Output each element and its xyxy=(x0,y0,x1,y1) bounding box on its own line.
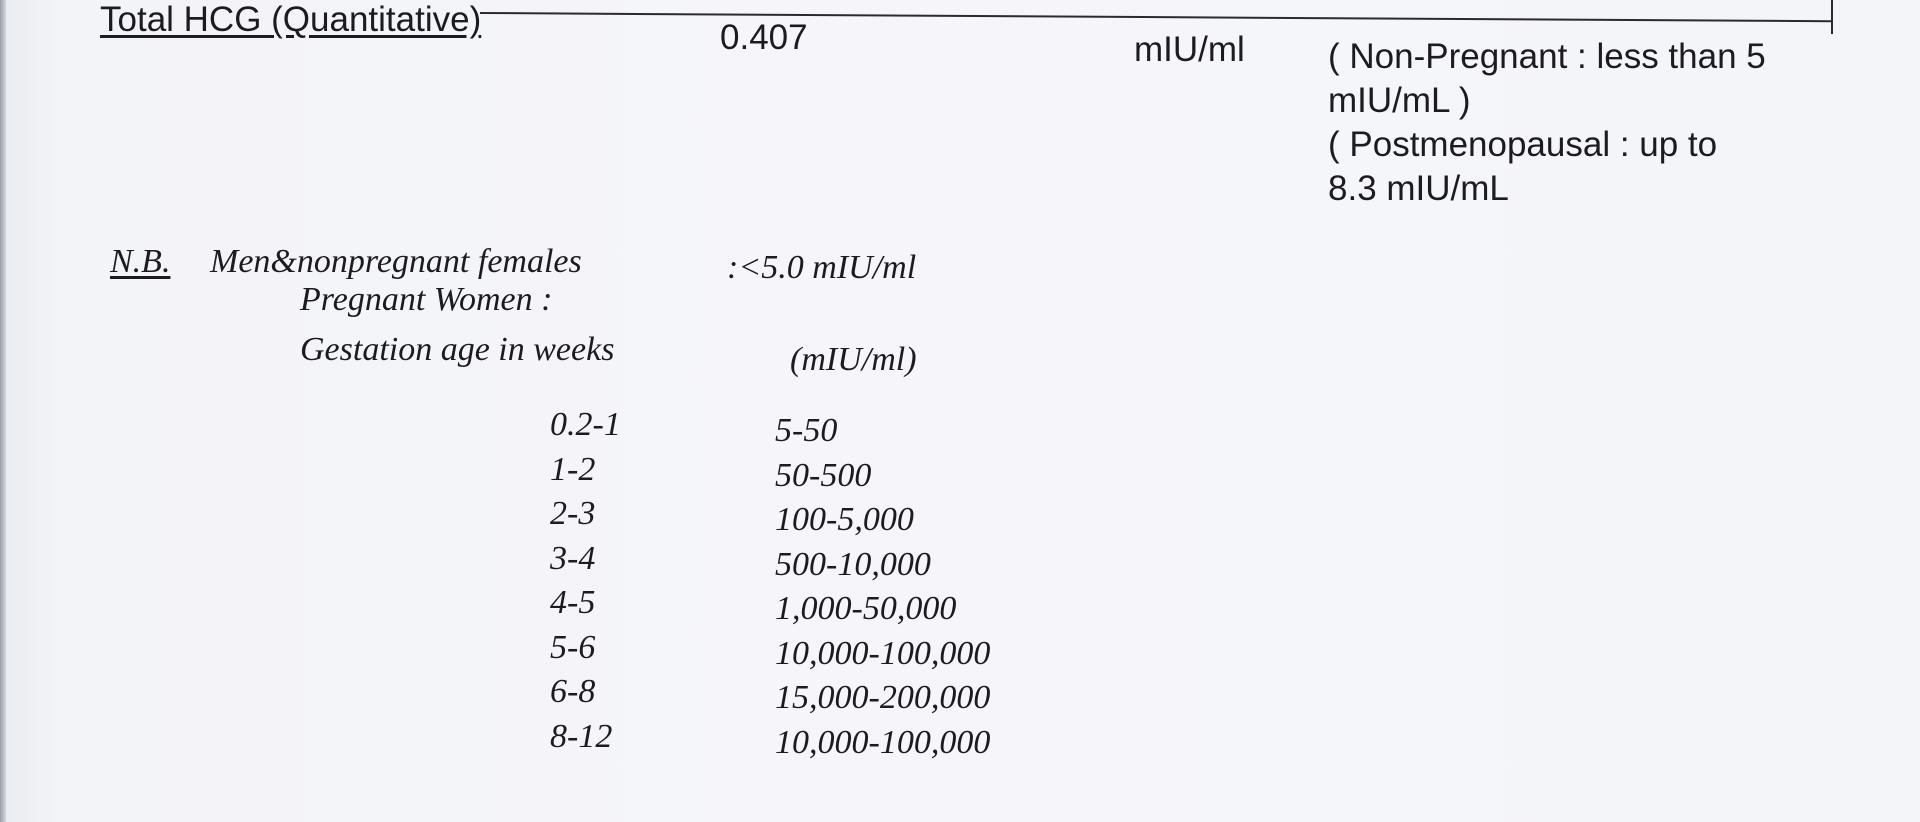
hcg-range: 5-50 xyxy=(775,412,838,449)
hcg-range: 50-500 xyxy=(775,456,872,494)
pregnant-women-label: Pregnant Women : xyxy=(300,281,553,318)
reference-line: 8.3 mIU/mL xyxy=(1328,169,1509,208)
hcg-range: 15,000-200,000 xyxy=(775,679,991,716)
gestation-weeks: 0.2-1 xyxy=(550,406,621,443)
test-value: 0.407 xyxy=(720,18,808,57)
nb-label: N.B. xyxy=(110,243,171,280)
reference-line: ( Non-Pregnant : less than 5 xyxy=(1328,37,1766,76)
men-nonpregnant-label: Men&nonpregnant females xyxy=(210,243,582,280)
gestation-weeks: 1-2 xyxy=(550,450,596,488)
gestation-weeks: 2-3 xyxy=(550,495,596,532)
reference-line: ( Postmenopausal : up to xyxy=(1328,125,1718,164)
men-nonpregnant-value: :<5.0 mIU/ml xyxy=(727,249,917,286)
gestation-weeks: 8-12 xyxy=(550,717,613,755)
reference-range xyxy=(1328,35,1828,211)
test-name: Total HCG (Quantitative) xyxy=(100,0,482,39)
gestation-weeks: 6-8 xyxy=(550,673,596,710)
hcg-range: 10,000-100,000 xyxy=(775,634,991,672)
hcg-range: 100-5,000 xyxy=(775,501,914,538)
gestation-weeks: 3-4 xyxy=(550,539,596,577)
hcg-range: 1,000-50,000 xyxy=(775,590,957,627)
gestation-weeks: 4-5 xyxy=(550,584,596,621)
paper-edge xyxy=(0,0,6,822)
hcg-range: 10,000-100,000 xyxy=(775,723,991,761)
unit-header: (mIU/ml) xyxy=(790,341,917,378)
gestation-weeks: 5-6 xyxy=(550,628,596,666)
result-box-border-right xyxy=(1831,0,1833,34)
gestation-header: Gestation age in weeks xyxy=(300,331,615,368)
test-unit: mIU/ml xyxy=(1134,30,1245,69)
result-box-border-top xyxy=(480,12,1832,22)
hcg-range: 500-10,000 xyxy=(775,545,931,583)
reference-line: mIU/mL ) xyxy=(1328,81,1471,120)
